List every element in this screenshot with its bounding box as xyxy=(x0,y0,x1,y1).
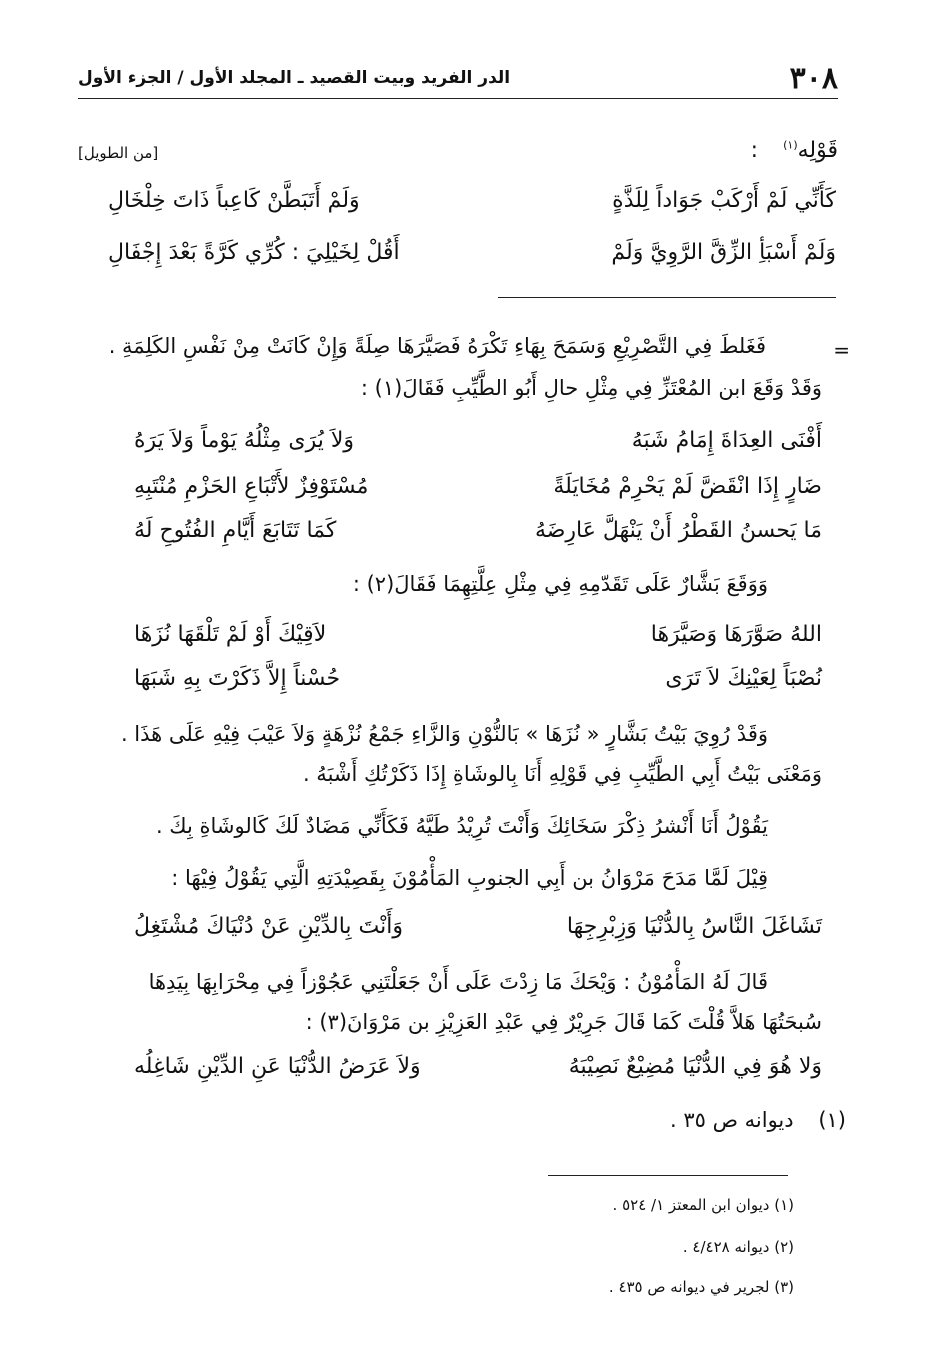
verse-row xyxy=(134,914,822,939)
page-number: ٣٠٨ xyxy=(789,60,838,96)
continuation-mark: = xyxy=(833,338,850,362)
verse-row xyxy=(134,622,822,647)
page-header xyxy=(78,58,838,99)
verse-second-hemistich: حُسْناً إِلاَّ ذَكَرْتَ بِهِ شَبَهَا xyxy=(134,666,341,691)
verse-row xyxy=(134,666,822,691)
verse-first-hemistich: أَفْنَى العِدَاةَ إِمَامُ شَبَهُ xyxy=(631,428,822,453)
verse-row xyxy=(134,1054,822,1079)
verse-row xyxy=(134,428,822,453)
footnote: (٢) ديوانه ٤/٤٢٨ . xyxy=(682,1238,794,1256)
verse-first-hemistich: وَلا هُوَ فِي الدُّنْيَا مُضِيْعٌ نَصِيْبَهُ xyxy=(568,1054,822,1079)
verse-first-hemistich: كَأَنِّي لَمْ أَرْكَبْ جَوَاداً لِلَذَّةٍ xyxy=(612,188,836,213)
text-line: قَالَ لَهُ المَأْمُوْنُ : وَيْحَكَ مَا زِدْتَ عَلَى أَنْ جَعَلْتَنِي عَجُوْزاً فِي مِحْرَابِهَا بِيَدِهَا xyxy=(148,970,768,994)
verse-row xyxy=(108,188,836,213)
verse-second-hemistich: لاَقِيْكَ أَوْ لَمْ تَلْقَهَا نُزَهَا xyxy=(134,622,327,647)
inline-note-number: (١) xyxy=(818,1108,846,1132)
verse-row xyxy=(134,474,822,499)
text-line: فَغَلطَ فِي التَّصْرِيْعِ وَسَمَحَ بِهَاءِ تَكْرَهُ فَصَيَّرَهَا صِلَةً وَإِنْ كَانَتْ مِنْ نَفْسِ الكَلِمَةِ . xyxy=(108,334,766,358)
section-divider xyxy=(498,297,836,298)
footnote: (١) ديوان ابن المعتز ١/ ٥٢٤ . xyxy=(612,1196,794,1214)
inline-note xyxy=(670,1108,846,1132)
verse-row xyxy=(134,518,822,543)
verse-second-hemistich: أَقُلْ لِخَيْلِيَ : كُرِّي كَرَّةً بَعْدَ إِجْفَالِ xyxy=(108,240,400,265)
verse-first-hemistich: تَشَاغَلَ النَّاسُ بِالدُّنْيَا وَزِبْرِجِهَا xyxy=(566,914,822,939)
text-line: وَوَقَعَ بَشَّارٌ عَلَى تَقَدّمِهِ فِي مِثْلِ عِلَّتِهِمَا فَقَالَ(٢) : xyxy=(352,572,768,596)
text-line: وَقَدْ رُوِيَ بَيْتُ بَشَّارٍ « نُزَهَا » بَالنُّوْنِ وَالزَّاءِ جَمْعُ نُزْهَةٍ وَلاَ عَيْبَ فِيْهِ عَلَى هَذَا . xyxy=(120,722,768,746)
text-line: يَقُوْلُ أَنَا أَنْشرُ ذِكْرَ سَخَائِكَ وَأَنْتَ تُرِيْدُ طَيَّهُ فَكَأَنِّي مَضَادٌ لَكَ كَالوشَاةِ بِكَ . xyxy=(155,814,768,838)
meter-label: [من الطويل] xyxy=(78,144,159,162)
verse-first-hemistich: وَلَمْ أَسْبَأِ الزِّقَّ الرَّوِيَّ وَلَمْ xyxy=(611,240,836,265)
text-line: وَمَعْنَى بَيْتُ أَبِي الطَّيِّبِ فِي قَوْلِهِ أَنَا بِالوشَاةِ إِذَا ذَكَرْتُكِ أَشْبَهُ . xyxy=(302,762,822,786)
verse-second-hemistich: وَلاَ عَرَضُ الدُّنْيَا عَنِ الدِّيْنِ شَاغِلُه xyxy=(134,1054,421,1079)
verse-second-hemistich: وَلَمْ أَتَبَطَّنْ كَاعِباً ذَاتَ خِلْخَالِ xyxy=(108,188,360,213)
footnote: (٣) لجرير في ديوانه ص ٤٣٥ . xyxy=(608,1278,794,1296)
text-line: قِيْلَ لَمَّا مَدَحَ مَرْوَانُ بن أَبِي الجنوبِ المَأْمُوْنَ بِقَصِيْدَتِهِ الَّتِي يَقُوْلُ فِيْهَا : xyxy=(171,866,768,890)
inline-note-text: ديوانه ص ٣٥ . xyxy=(669,1108,794,1132)
running-title: الدر الفريد وبيت القصيد ـ المجلد الأول / الجزء الأول xyxy=(78,68,511,88)
intro-label: قَوْلِه$^{(١)}$ : xyxy=(750,138,838,163)
verse-second-hemistich: وَلاَ يُرَى مِثْلُهُ يَوْماً وَلاَ يَرَهُ xyxy=(134,428,355,453)
text-line: وَقَدْ وَقَعَ ابن المُعْتَزِّ فِي مِثْلِ حالِ أَبُو الطَّيِّبِ فَقَالَ(١) : xyxy=(360,376,822,400)
verse-second-hemistich: كَمَا تَتَابَعَ أَيَّامِ الفُتُوحِ لَهُ xyxy=(134,518,337,543)
verse-first-hemistich: مَا يَحسنُ القَطْرُ أَنْ يَنْهَلَّ عَارِضَهُ xyxy=(534,518,822,543)
verse-second-hemistich: وَأَنْتَ بِالدِّيْنِ عَنْ دُنْيَاكَ مُشْتَغِلُ xyxy=(134,914,403,939)
verse-row xyxy=(108,240,836,265)
verse-second-hemistich: مُسْتَوْفِزٌ لأَتْبَاعِ الحَزْمِ مُنْتَبِهِ xyxy=(134,474,369,499)
verse-first-hemistich: اللهُ صَوَّرَهَا وَصَيَّرَهَا xyxy=(650,622,822,647)
footnote-divider xyxy=(548,1175,788,1176)
text-line: سُبحَتُهَا هَلاَّ قُلْتَ كَمَا قَالَ جَرِيْرٌ فِي عَبْدِ العَزِيْزِ بن مَرْوَانَ(٣) : xyxy=(305,1010,822,1034)
verse-first-hemistich: نُصْبَاً لِعَيْنِكَ لاَ تَرَى xyxy=(665,666,822,691)
verse-first-hemistich: ضَارٍ إِذَا انْقَضَّ لَمْ يَحْرِمْ مُخَايَلَةً xyxy=(553,474,822,499)
